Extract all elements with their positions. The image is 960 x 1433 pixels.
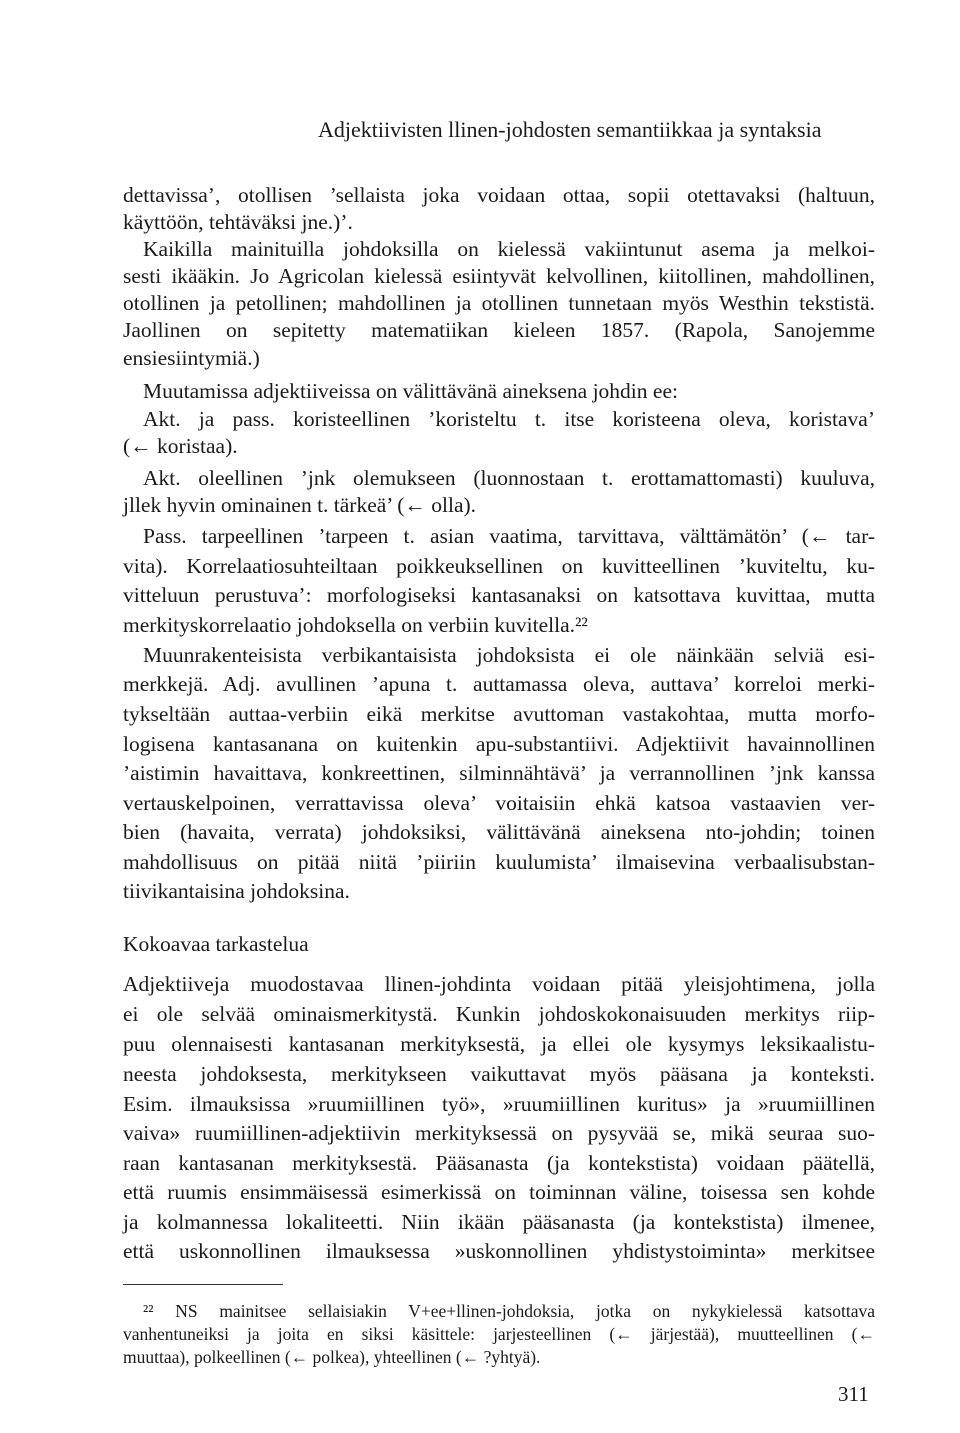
body-line: sesti ikääkin. Jo Agricolan kielessä esiintyvät kelvollinen, kiitollinen, mahdollinen,	[123, 264, 875, 288]
footnote-divider	[123, 1284, 283, 1285]
body-line: mahdollisuus on pitää niitä ’piiriin kuulumista’ ilmaisevina verbaalisubstan-	[123, 850, 875, 874]
body-line: jllek hyvin ominainen t. tärkeä’ (← olla).	[123, 493, 477, 517]
body-line: Akt. ja pass. koristeellinen ’koristeltu t. itse koristeena oleva, koristava’	[143, 407, 875, 431]
footnote-line: vanhentuneiksi ja joita en siksi käsittele: jarjesteellinen (← järjestää), muutteellinen (←	[123, 1324, 875, 1344]
body-line: Jaollinen on sepitetty matematiikan kieleen 1857. (Rapola, Sanojemme	[123, 318, 875, 342]
section-line: puu olennaisesti kantasanan merkityksestä, ja ellei ole kysymys leksikaalistu-	[123, 1032, 875, 1056]
body-line: tiivikantaisina johdoksina.	[123, 879, 350, 903]
body-line: merkityskorrelaatio johdoksella on verbiin kuvitella.²²	[123, 613, 588, 637]
body-line: bien (havaita, verrata) johdoksiksi, välittävänä aineksena nto-johdin; toinen	[123, 820, 875, 844]
section-line: Adjektiiveja muodostavaa llinen-johdinta voidaan pitää yleisjohtimena, jolla	[123, 972, 875, 996]
section-line: neesta johdoksesta, merkitykseen vaikuttavat myös pääsana ja konteksti.	[123, 1062, 875, 1086]
body-line: dettavissa’, otollisen ’sellaista joka voidaan ottaa, sopii otettavaksi (haltuun,	[123, 183, 875, 207]
section-line: ja kolmannessa lokaliteetti. Niin ikään pääsanasta (ja kontekstista) ilmenee,	[123, 1210, 875, 1234]
body-line: Pass. tarpeellinen ’tarpeen t. asian vaatima, tarvittava, välttämätön’ (← tar-	[143, 524, 875, 548]
body-line: Muutamissa adjektiiveissa on välittävänä aineksena johdin ee:	[143, 379, 678, 403]
section-line: raan kantasanan merkityksestä. Pääsanasta (ja kontekstista) voidaan päätellä,	[123, 1151, 875, 1175]
body-line: Muunrakenteisista verbikantaisista johdoksista ei ole näinkään selviä esi-	[143, 643, 875, 667]
section-line: ei ole selvää ominaismerkitystä. Kunkin johdoskokonaisuuden merkitys riip-	[123, 1002, 875, 1026]
section-line: että uskonnollinen ilmauksessa »uskonnollinen yhdistystoiminta» merkitsee	[123, 1239, 875, 1263]
body-line: ’aistimin havaittava, konkreettinen, silminnähtävä’ ja verrannollinen ’jnk kanssa	[123, 761, 875, 785]
body-line: merkkejä. Adj. avullinen ’apuna t. auttamassa oleva, auttava’ korreloi merki-	[123, 672, 875, 696]
body-line: vitteluun perustuva’: morfologiseksi kantasanaksi on katsottava kuvittaa, mutta	[123, 583, 875, 607]
body-line: vita). Korrelaatiosuhteiltaan poikkeuksellinen on kuvitteellinen ’kuviteltu, ku-	[123, 554, 875, 578]
section-title: Kokoavaa tarkastelua	[123, 932, 309, 956]
body-line: vertauskelpoinen, verrattavissa oleva’ voitaisiin ehkä katsoa vastaavien ver-	[123, 791, 875, 815]
body-line: Kaikilla mainituilla johdoksilla on kielessä vakiintunut asema ja melkoi-	[143, 237, 875, 261]
footnote-line: muuttaa), polkeellinen (← polkea), yhteellinen (← ?yhtyä).	[123, 1347, 541, 1367]
body-line: käyttöön, tehtäväksi jne.)’.	[123, 210, 353, 234]
section-line: vaiva» ruumiillinen-adjektiivin merkityksessä on pysyvää se, mikä seuraa suo-	[123, 1121, 875, 1145]
running-head: Adjektiivisten llinen-johdosten semantiikkaa ja syntaksia	[318, 117, 822, 142]
footnote-line: ²² NS mainitsee sellaisiakin V+ee+llinen-johdoksia, jotka on nykykielessä katsottava	[143, 1301, 875, 1321]
body-line: logisena kantasanana on kuitenkin apu-substantiivi. Adjektiivit havainnollinen	[123, 732, 875, 756]
body-line: tykseltään auttaa-verbiin eikä merkitse avuttoman vastakohtaa, mutta morfo-	[123, 702, 875, 726]
body-line: ensiesiintymiä.)	[123, 346, 260, 370]
page-number: 311	[838, 1382, 869, 1406]
body-line: otollinen ja petollinen; mahdollinen ja otollinen tunnetaan myös Westhin tekstistä.	[123, 291, 875, 315]
body-line: (← koristaa).	[123, 434, 238, 458]
section-line: että ruumis ensimmäisessä esimerkissä on toiminnan väline, toisessa sen kohde	[123, 1180, 875, 1204]
section-line: Esim. ilmauksissa »ruumiillinen työ», »ruumiillinen kuritus» ja »ruumiillinen	[123, 1092, 875, 1116]
body-line: Akt. oleellinen ’jnk olemukseen (luonnostaan t. erottamattomasti) kuuluva,	[143, 466, 875, 490]
